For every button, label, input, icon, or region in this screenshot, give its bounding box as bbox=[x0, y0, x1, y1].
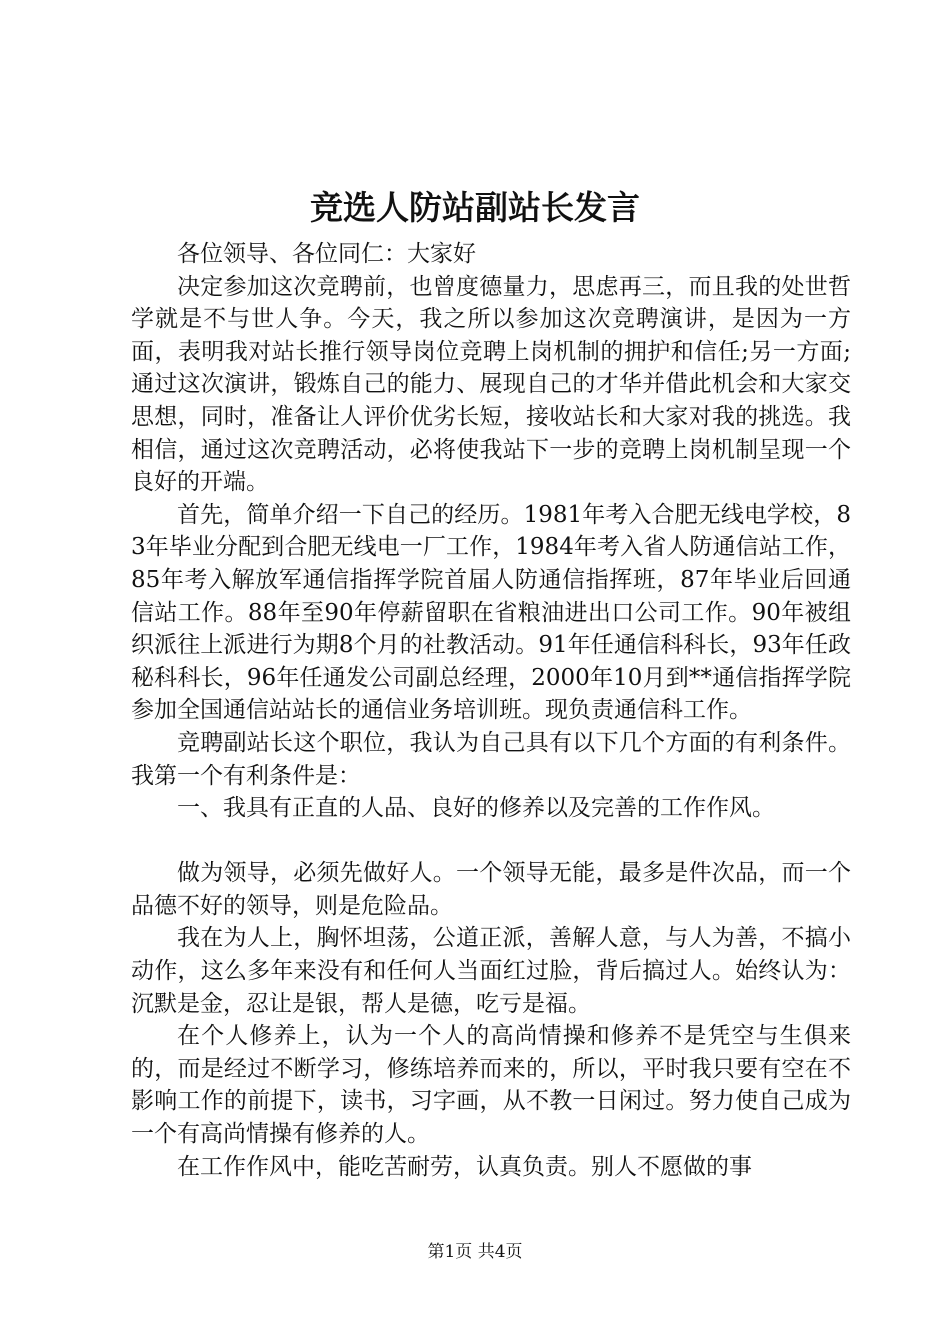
paragraph-character: 我在为人上，胸怀坦荡，公道正派，善解人意，与人为善，不搞小动作，这么多年来没有和任何人当面红过脸，背后搞过人。始终认为：沉默是金，忍让是银，帮人是德，吃亏是福。 bbox=[131, 925, 851, 1017]
document-body bbox=[131, 238, 851, 1183]
paragraph-work-style: 在工作作风中，能吃苦耐劳，认真负责。别人不愿做的事 bbox=[177, 1153, 752, 1180]
paragraph-leadership: 做为领导，必须先做好人。一个领导无能，最多是件次品，而一个品德不好的领导，则是危险品。 bbox=[131, 860, 851, 919]
document-title: 竞选人防站副站长发言 bbox=[310, 188, 640, 227]
paragraph-heading-one: 一、我具有正直的人品、良好的修养以及完善的工作作风。 bbox=[177, 795, 775, 822]
page-number-footer: 第1页 共4页 bbox=[427, 1242, 523, 1262]
paragraph-greeting: 各位领导、各位同仁：大家好 bbox=[177, 241, 476, 267]
paragraph-experience: 首先，简单介绍一下自己的经历。1981年考入合肥无线电学校，83年毕业分配到合肥无线电一厂工作，1984年考入省人防通信站工作，85年考入解放军通信指挥学院首届人防通信指挥班，87年毕业后回通信站工作。88年至90年停薪留职在省粮油进出口公司工作。90年被组织派往上派进行为期8个月的社教活动。91年任通信科科长，93年任政秘科科长，96年任通发公司副总经理，2000年10月到**通信指挥学院参加全国通信站站长的通信业务培训班。现负责通信科工作。 bbox=[131, 501, 851, 724]
paragraph-cultivation: 在个人修养上，认为一个人的高尚情操和修养不是凭空与生俱来的，而是经过不断学习，修练培养而来的，所以，平时我只要有空在不影响工作的前提下，读书，习字画，从不教一日闲过。努力使自己成为一个有高尚情操有修养的人。 bbox=[131, 1023, 851, 1148]
paragraph-spacer bbox=[131, 825, 851, 858]
paragraph-conditions: 竞聘副站长这个职位，我认为自己具有以下几个方面的有利条件。我第一个有利条件是： bbox=[131, 729, 851, 789]
paragraph-intro: 决定参加这次竞聘前，也曾度德量力，思虑再三，而且我的处世哲学就是不与世人争。今天，我之所以参加这次竞聘演讲，是因为一方面，表明我对站长推行领导岗位竞聘上岗机制的拥护和信任;另一方面;通过这次演讲，锻炼自己的能力、展现自己的才华并借此机会和大家交思想，同时，准备让人评价优劣长短，接收站长和大家对我的挑选。我相信，通过这次竞聘活动，必将使我站下一步的竞聘上岗机制呈现一个良好的开端。 bbox=[131, 273, 851, 496]
